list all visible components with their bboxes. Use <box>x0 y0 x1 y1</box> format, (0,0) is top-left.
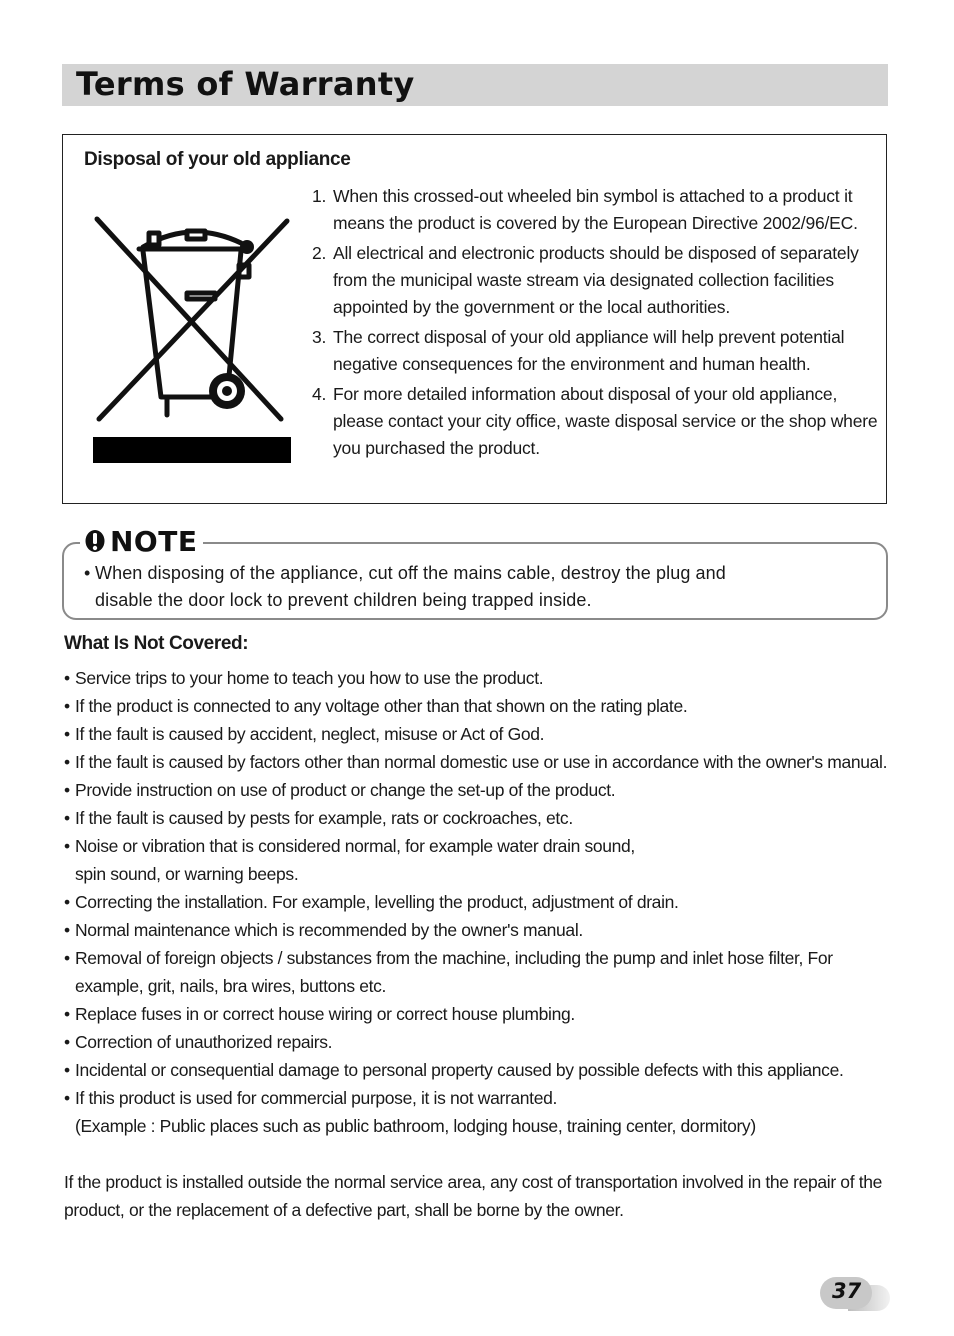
item-text: If the fault is caused by accident, neglect, misuse or Act of God. <box>75 724 545 744</box>
item-text-continuation: spin sound, or warning beeps. <box>75 864 299 884</box>
list-item <box>312 381 884 462</box>
item-text: Removal of foreign objects / substances from the machine, including the pump and inlet hose filter, For example, grit, nails, bra wires, buttons etc. <box>75 948 833 996</box>
list-item: • Provide instruction on use of product or change the set-up of the product. <box>64 780 616 800</box>
not-covered-footer: If the product is installed outside the normal service area, any cost of transportation involved in the repair of the product, or the replacement of a defective part, shall be borne by the owner. <box>64 1172 882 1220</box>
item-text: Provide instruction on use of product or change the set-up of the product. <box>75 780 616 800</box>
item-text: When this crossed-out wheeled bin symbol is attached to a product it means the product is covered by the European Directive 2002/96/EC. <box>333 186 858 233</box>
list-item: • Normal maintenance which is recommended by the owner's manual. <box>64 920 583 940</box>
page-number-badge <box>818 1275 890 1315</box>
item-text: The correct disposal of your old appliance will help prevent potential negative consequences for the environment and human health. <box>333 327 845 374</box>
list-item: • If the fault is caused by pests for example, rats or cockroaches, etc. <box>64 808 573 828</box>
item-text: Service trips to your home to teach you how to use the product. <box>75 668 544 688</box>
item-text: If the fault is caused by pests for example, rats or cockroaches, etc. <box>75 808 573 828</box>
note-line: When disposing of the appliance, cut off the mains cable, destroy the plug and <box>95 563 726 583</box>
item-number: 2. <box>312 243 327 263</box>
item-number: 4. <box>312 384 327 404</box>
item-number: 3. <box>312 327 327 347</box>
note-line: disable the door lock to prevent children being trapped inside. <box>95 590 592 610</box>
item-number: 1. <box>312 186 327 206</box>
list-item: • If the fault is caused by accident, neglect, misuse or Act of God. <box>64 724 545 744</box>
item-text: Noise or vibration that is considered normal, for example water drain sound, <box>75 836 635 856</box>
list-item: • If this product is used for commercial purpose, it is not warranted. (Example : Public places such as public bathroom, lodging house, training center, dormitory) <box>64 1088 756 1136</box>
list-item: • Noise or vibration that is considered normal, for example water drain sound, spin sound, or warning beeps. <box>64 836 635 884</box>
disposal-section <box>62 134 887 504</box>
list-item <box>312 324 884 378</box>
item-text: All electrical and electronic products should be disposed of separately from the municipal waste stream via designated collection facilities appointed by the government or the local authorities. <box>333 243 859 317</box>
item-text: If the fault is caused by factors other than normal domestic use or use in accordance with the owner's manual. <box>75 752 888 772</box>
note-title: NOTE <box>110 524 198 558</box>
bullet: • <box>84 563 91 583</box>
list-item: • Incidental or consequential damage to personal property caused by possible defects with this appliance. <box>64 1060 844 1080</box>
disposal-list <box>312 183 884 465</box>
page-number: 37 <box>832 1279 862 1303</box>
item-example: (Example : Public places such as public bathroom, lodging house, training center, dormitory) <box>75 1116 756 1136</box>
item-text: If this product is used for commercial purpose, it is not warranted. <box>75 1088 557 1108</box>
list-item: • Replace fuses in or correct house wiring or correct house plumbing. <box>64 1004 575 1024</box>
list-item <box>312 183 884 237</box>
crossed-out-wheeled-bin-icon <box>91 207 295 469</box>
note-body <box>84 560 874 614</box>
list-item <box>312 240 884 321</box>
list-item: • Correcting the installation. For example, levelling the product, adjustment of drain. <box>64 892 679 912</box>
item-text: Correction of unauthorized repairs. <box>75 1032 333 1052</box>
disposal-heading: Disposal of your old appliance <box>84 149 351 170</box>
item-text: Normal maintenance which is recommended by the owner's manual. <box>75 920 583 940</box>
list-item: • Service trips to your home to teach you how to use the product. <box>64 668 544 688</box>
item-text: Replace fuses in or correct house wiring or correct house plumbing. <box>75 1004 575 1024</box>
list-item: • Correction of unauthorized repairs. <box>64 1032 333 1052</box>
item-text: Correcting the installation. For example, levelling the product, adjustment of drain. <box>75 892 679 912</box>
not-covered-heading: What Is Not Covered: <box>64 633 249 654</box>
title-bar <box>62 64 888 106</box>
item-text: For more detailed information about disposal of your old appliance, please contact your city office, waste disposal service or the shop where you purchased the product. <box>333 384 878 458</box>
item-text: Incidental or consequential damage to personal property caused by possible defects with this appliance. <box>75 1060 844 1080</box>
note-label <box>80 524 203 558</box>
list-item: • If the product is connected to any voltage other than that shown on the rating plate. <box>64 696 688 716</box>
item-text: If the product is connected to any voltage other than that shown on the rating plate. <box>75 696 688 716</box>
not-covered-list <box>64 664 894 1140</box>
list-item: • Removal of foreign objects / substances from the machine, including the pump and inlet hose filter, For example, grit, nails, bra wires, buttons etc. <box>64 948 833 996</box>
page-title: Terms of Warranty <box>76 65 415 103</box>
exclamation-icon <box>84 529 106 553</box>
list-item: • If the fault is caused by factors other than normal domestic use or use in accordance with the owner's manual. <box>64 752 888 772</box>
